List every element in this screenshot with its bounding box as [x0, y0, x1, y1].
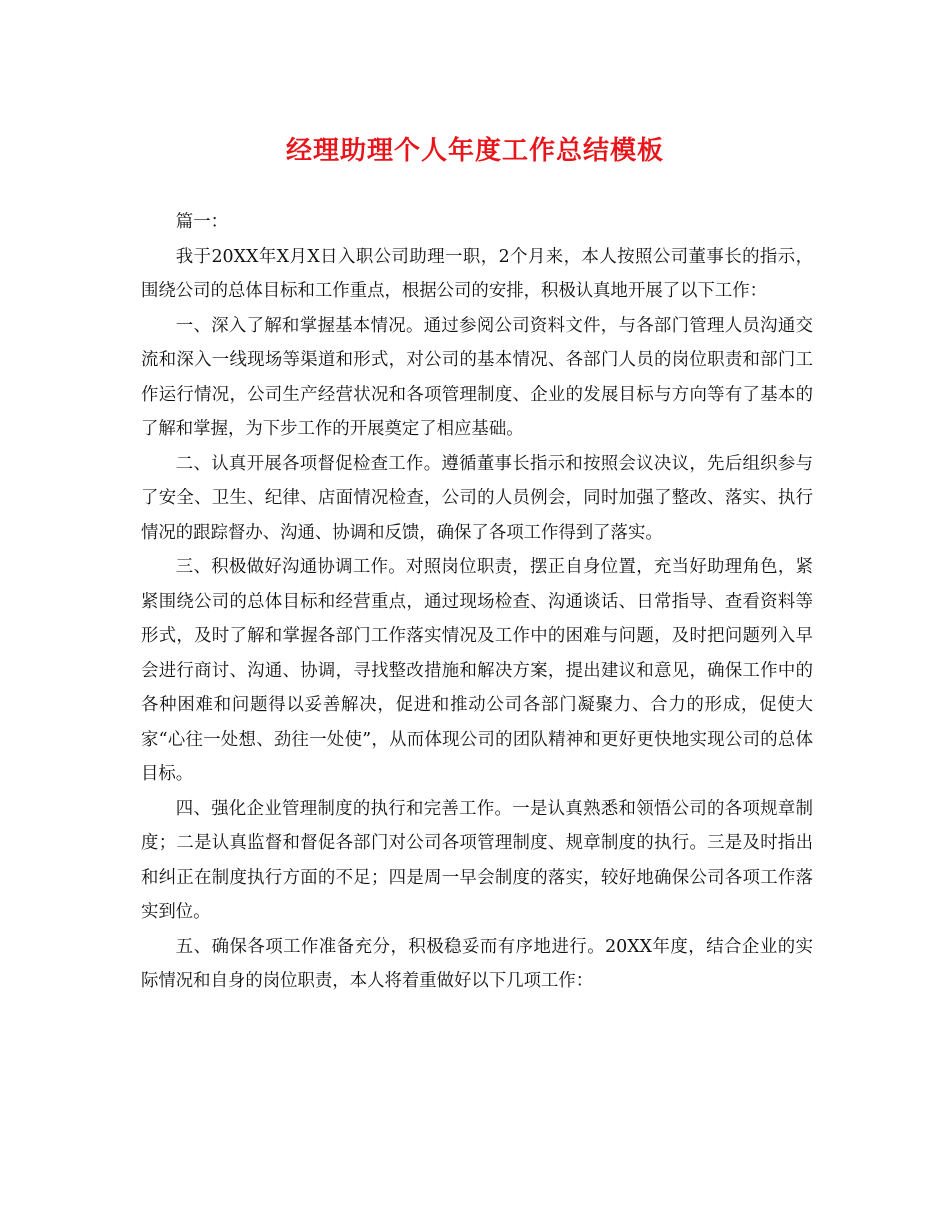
paragraph-item-1: 一、深入了解和掌握基本情况。通过参阅公司资料文件，与各部门管理人员沟通交流和深入一线现场等渠道和形式，对公司的基本情况、各部门人员的岗位职责和部门工作运行情况，公司生产经营状况和各项管理制度、企业的发展目标与方向等有了基本的了解和掌握，为下步工作的开展奠定了相应基础。 — [141, 315, 813, 439]
paragraph-item-3: 三、积极做好沟通协调工作。对照岗位职责，摆正自身位置，充当好助理角色，紧紧围绕公司的总体目标和经营重点，通过现场检查、沟通谈话、日常指导、查看资料等形式，及时了解和掌握各部门工作落实情况及工作中的困难与问题，及时把问题列入早会进行商讨、沟通、协调，寻找整改措施和解决方案，提出建议和意见，确保工作中的各种困难和问题得以妥善解决，促进和推动公司各部门凝聚力、合力的形成，促使大家“心往一处想、劲往一处使”，从而体现公司的团队精神和更好更快地实现公司的总体目标。 — [141, 557, 813, 784]
paragraph-intro: 我于20XX年X月X日入职公司助理一职，2个月来，本人按照公司董事长的指示，围绕公司的总体目标和工作重点，根据公司的安排，积极认真地开展了以下工作： — [141, 246, 813, 301]
document-title: 经理助理个人年度工作总结模板 — [285, 136, 664, 166]
paragraph-item-5: 五、确保各项工作准备充分，积极稳妥而有序地进行。20XX年度，结合企业的实际情况和自身的岗位职责，本人将着重做好以下几项工作： — [141, 936, 813, 991]
paragraph-item-4: 四、强化企业管理制度的执行和完善工作。一是认真熟悉和领悟公司的各项规章制度；二是认真监督和督促各部门对公司各项管理制度、规章制度的执行。三是及时指出和纠正在制度执行方面的不足；四是周一早会制度的落实，较好地确保公司各项工作落实到位。 — [141, 798, 813, 922]
document-body — [141, 205, 813, 999]
paragraph-item-2: 二、认真开展各项督促检查工作。遵循董事长指示和按照会议决议，先后组织参与了安全、卫生、纪律、店面情况检查，公司的人员例会，同时加强了整改、落实、执行情况的跟踪督办、沟通、协调和反馈，确保了各项工作得到了落实。 — [141, 453, 813, 543]
paragraph-section-heading: 篇一： — [175, 212, 228, 232]
